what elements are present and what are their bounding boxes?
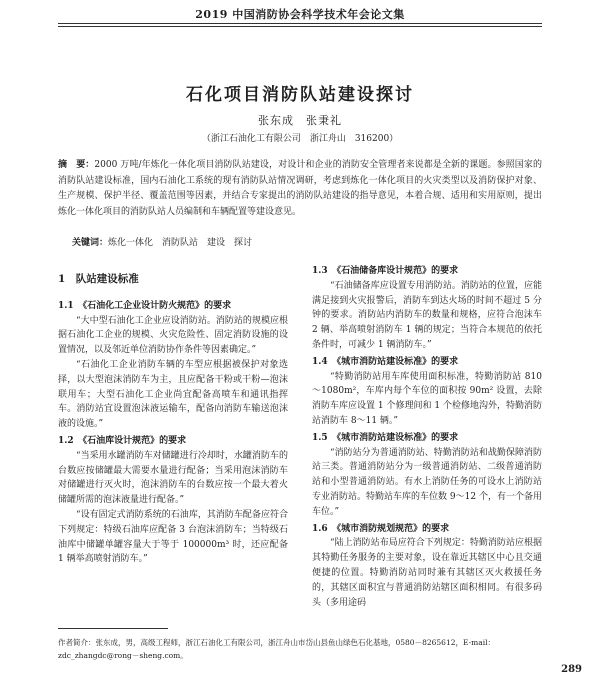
subsection-heading: 1.3 《石油储备库设计规范》的要求 bbox=[312, 266, 459, 276]
header-rule bbox=[58, 26, 542, 27]
affiliation: （浙江石油化工有限公司 浙江舟山 316200） bbox=[201, 134, 399, 144]
right-column bbox=[312, 262, 542, 610]
paragraph: “石油储备库应设置专用消防站。消防站的位置，应能满足接到火灾报警后，消防车到达火场的时间不超过 5 分钟的要求。消防站内消防车的数量和规格，应符合泡沫车 2 辆、举高喷射消防车 1 辆的规定；当符合本规范的依托条件时，可减少 1 辆消防车。” bbox=[312, 280, 542, 350]
subsection-heading: 1.6 《城市消防规划规范》的要求 bbox=[312, 523, 450, 534]
subsection-heading: 1.1 《石油化工企业设计防火规范》的要求 bbox=[58, 300, 232, 311]
section-heading: 1 队站建设标准 bbox=[58, 273, 139, 285]
keywords-text: 炼化一体化 消防队站 建设 探讨 bbox=[108, 238, 253, 248]
paragraph: “大中型石油化工企业应设消防站。消防站的规模应根据石油化工企业的规模、火灾危险性、固定消防设施的设置情况，以及邻近单位消防协作条件等因素确定。” bbox=[58, 315, 288, 356]
keywords bbox=[72, 236, 542, 251]
abstract bbox=[58, 158, 542, 220]
paragraph: “特勤消防站用车库使用面积标准，特勤消防站 810～1080m²，车库内每个车位的面积按 90m² 设置，去除消防车库应设置 1 个修理间和 1 个检修地沟外，特勤消防站消防车 8～11 辆。” bbox=[312, 371, 542, 426]
subsection-heading: 1.4 《城市消防站建设标准》的要求 bbox=[312, 356, 459, 367]
paragraph: “当采用水罐消防车对储罐进行冷却时，水罐消防车的台数应按储罐最大需要水量进行配备；当采用泡沫消防车对储罐进行灭火时，泡沫消防车的台数应按一个最大着火储罐所需的泡沫液量进行配备。” bbox=[58, 450, 288, 506]
authors: 张东成 张秉礼 bbox=[258, 114, 342, 127]
paper-title: 石化项目消防队站建设探讨 bbox=[186, 85, 414, 105]
paragraph: “设有固定式消防系统的石油库，其消防车配备应符合下列规定：特级石油库应配备 3 台泡沫消防车；当特级石油库中储罐单罐容量大于等于 100000m³ 时，还应配备 1 辆举高喷射消防车。” bbox=[58, 509, 288, 565]
subsection-heading: 1.2 《石油库设计规范》的要求 bbox=[58, 435, 187, 446]
page-number: 289 bbox=[561, 664, 582, 675]
left-column bbox=[58, 262, 288, 567]
footnote-rule bbox=[58, 628, 168, 629]
abstract-text: 2000 万吨/年炼化一体化项目消防队站建设，对设计和企业的消防安全管理者来说都是全新的课题。参照国家的消防队站建设标准，国内石油化工系统的现有消防队站情况调研，考虑到炼化一体化项目的火灾类型以及消防保护对象、生产规模、保护半径、覆盖范围等因素，并结合专家提出的消防队站建设的指导意见，本着合规、适用和实用原则，提出炼化一体化项目的消防队站人员编制和车辆配置等建设意见。 bbox=[58, 160, 542, 217]
subsection-heading: 1.5 《城市消防站建设标准》的要求 bbox=[312, 432, 459, 443]
header-rule bbox=[58, 23, 542, 24]
keywords-label: 关键词： bbox=[72, 238, 109, 248]
paragraph: “陆上消防站布局应符合下列规定：特勤消防站应根据其特勤任务服务的主要对象，设在靠近其辖区中心且交通便捷的位置。特勤消防站同时兼有其辖区灭火救援任务的，其辖区面积宜与普通消防站辖区面积相同。有很多码头（多用途码 bbox=[312, 538, 542, 608]
author-footnote: 作者简介：张东成，男，高级工程师，浙江石油化工有限公司，浙江舟山市岱山县鱼山绿色石化基地，0580－8265612，E-mail：zdc_zhangdc@rong－sheng.com。 bbox=[58, 638, 496, 660]
paragraph: “石油化工企业消防车辆的车型应根据被保护对象选择，以大型泡沫消防车为主，且应配备干粉或干粉—泡沫联用车；大型石油化工企业尚宜配备高喷车和通讯指挥车。消防站宜设置泡沫液运输车，配备向消防车输送泡沫液的设施。” bbox=[58, 359, 288, 430]
abstract-label: 摘 要： bbox=[58, 160, 95, 170]
paragraph: “消防站分为普通消防站、特勤消防站和战勤保障消防站三类。普通消防站分为一级普通消防站、二级普通消防站和小型普通消防站。有水上消防任务的可设水上消防站专业消防站。特勤站车库的车位数 9～12 个，有一个备用车位。” bbox=[312, 447, 542, 517]
running-header: 2019 中国消防协会科学技术年会论文集 bbox=[195, 8, 405, 21]
